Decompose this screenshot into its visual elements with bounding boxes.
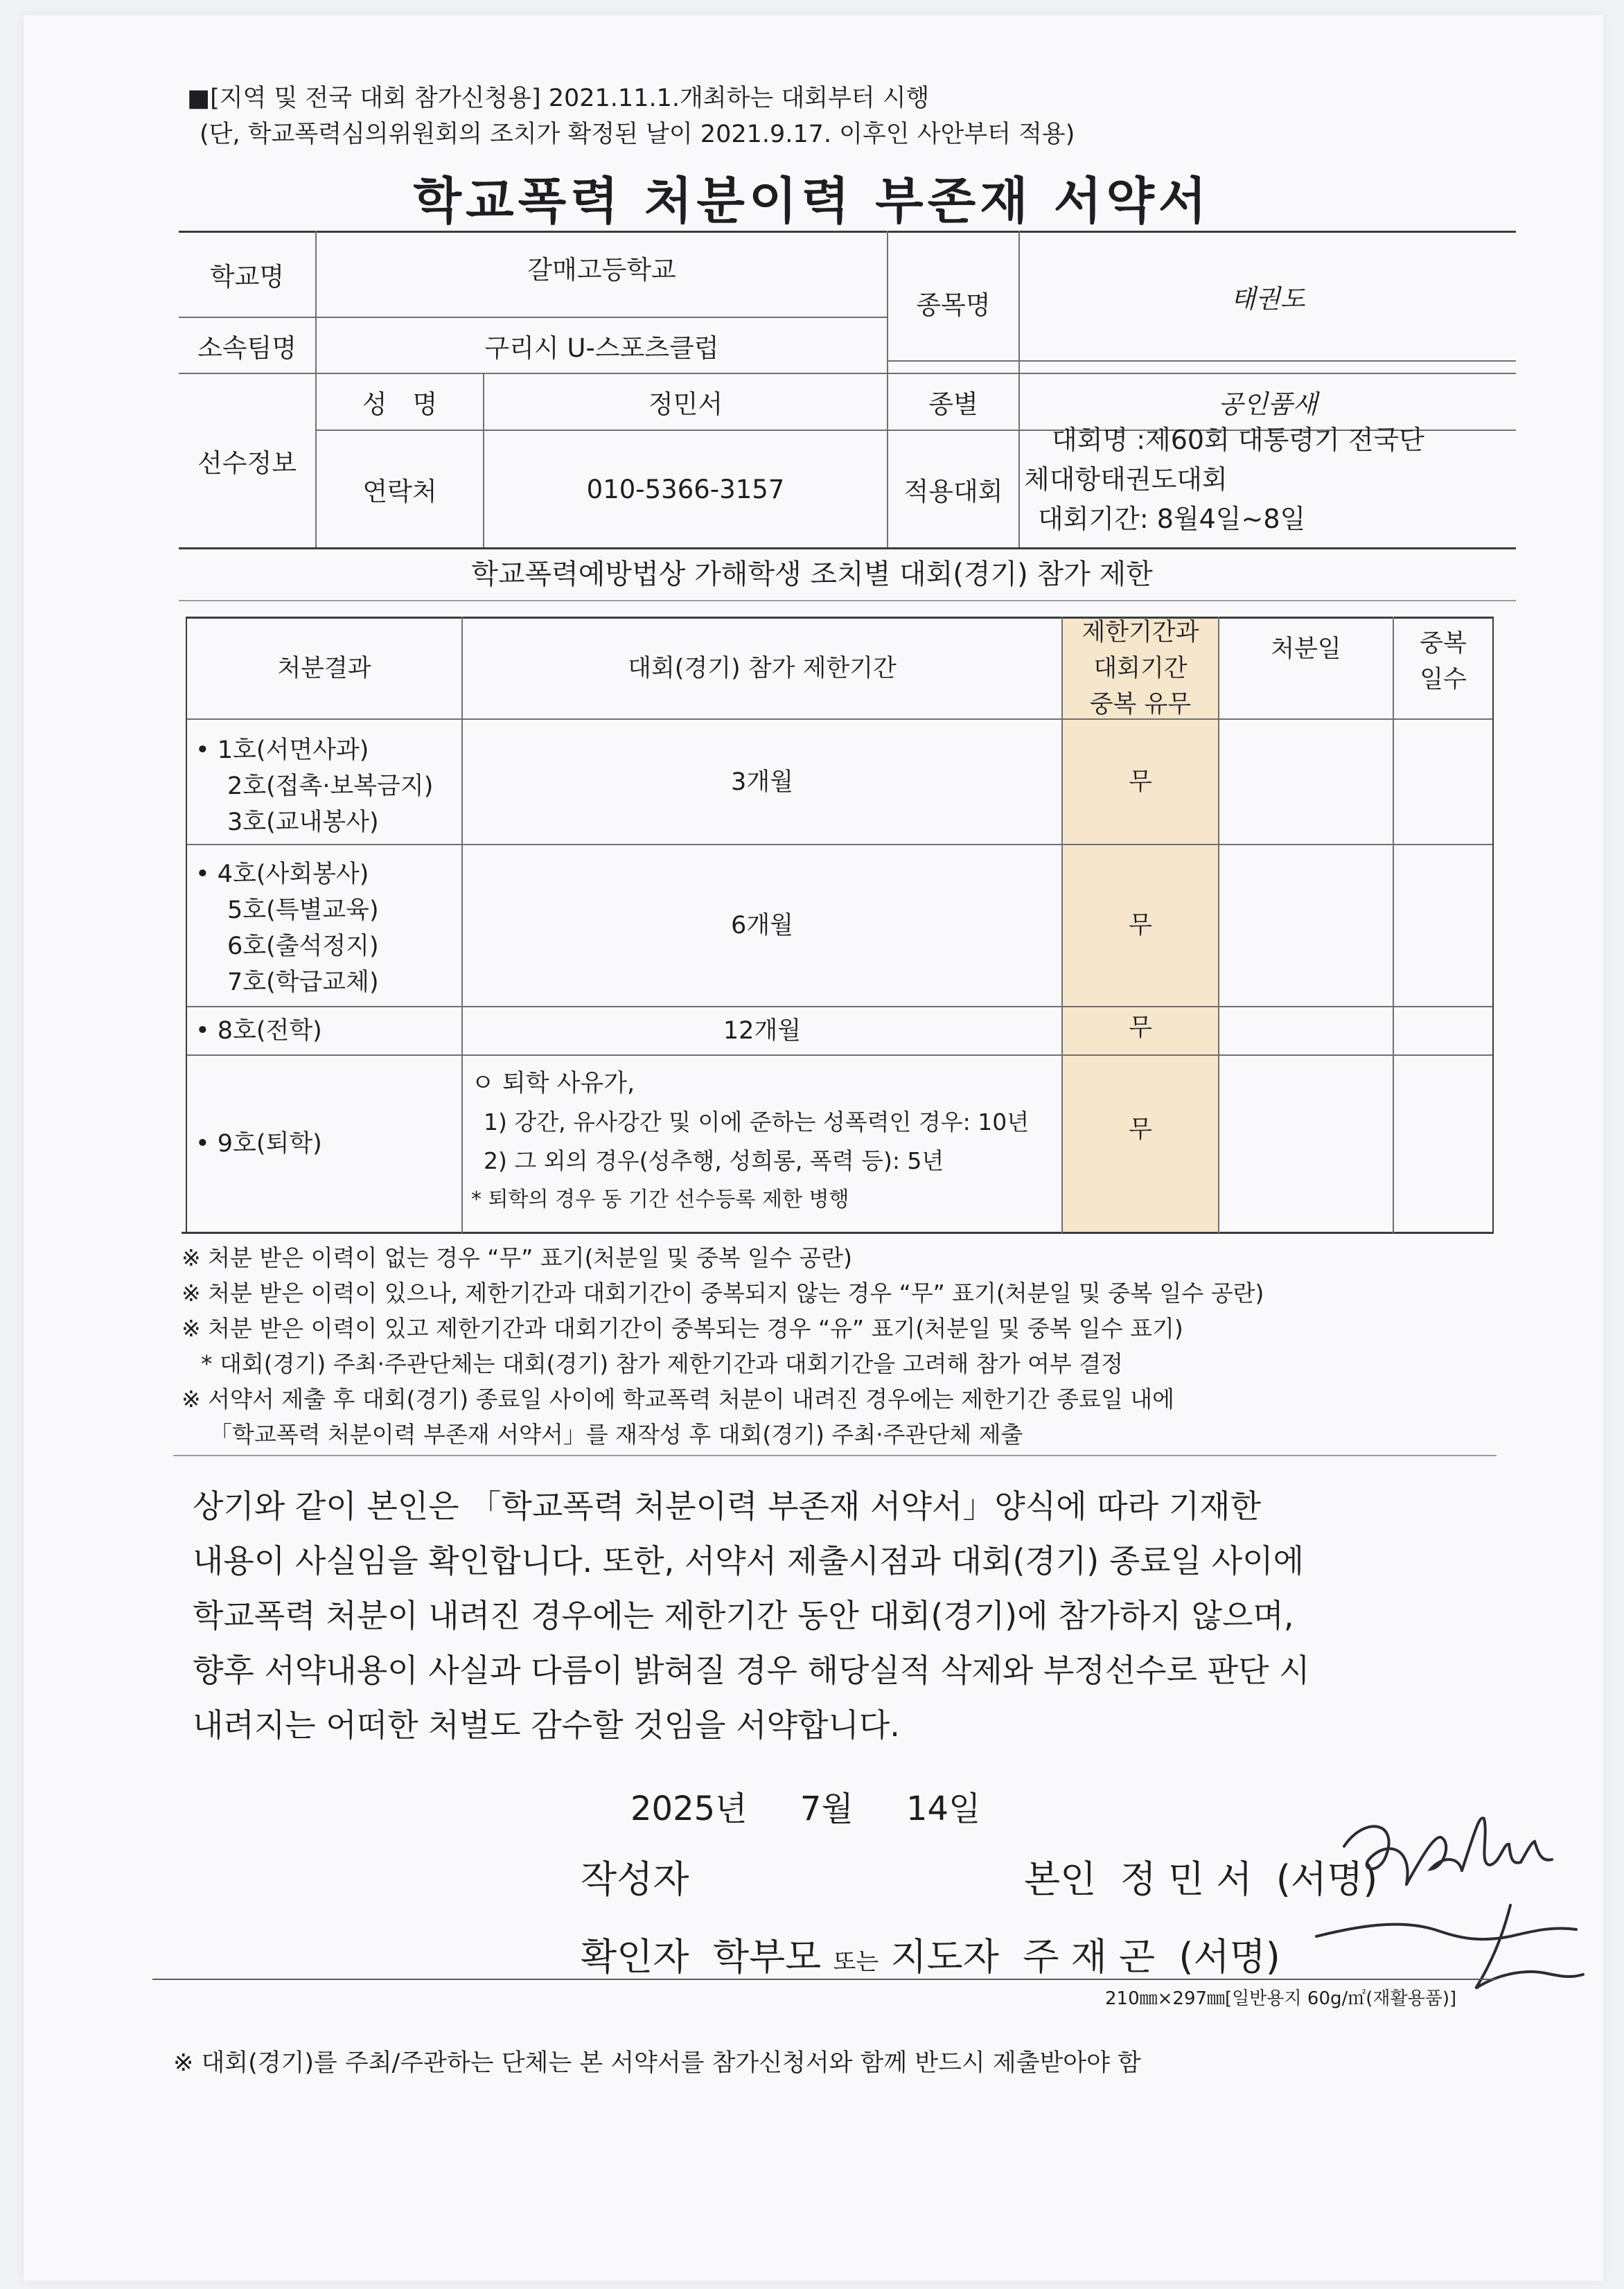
- pledge-line-2: 내용이 사실임을 확인합니다. 또한, 서약서 제출시점과 대회(경기) 종료일 사이에: [193, 1542, 1305, 1580]
- signer-2-name: 주 재 곤: [1023, 1935, 1156, 1979]
- paper-spec: 210㎜×297㎜[일반용지 60g/㎡(재활용품)]: [1105, 1988, 1457, 2009]
- pledge-line-5: 내려지는 어떠한 처벌도 감수할 것임을 서약합니다.: [193, 1706, 900, 1744]
- sport-value: 태권도: [1230, 283, 1305, 314]
- pledge-line-4: 향후 서약내용이 사실과 다름이 밝혀질 경우 해당실적 삭제와 부정선수로 판단 시: [193, 1652, 1310, 1689]
- notes-block: [182, 1240, 1264, 1452]
- signer-1-sign: (서명): [1276, 1857, 1378, 1901]
- row-3-result: • 8호(전학): [195, 1017, 322, 1045]
- handwritten-signature: [1303, 1787, 1594, 2016]
- contact-label: 연락처: [362, 477, 437, 506]
- row-2-result: [195, 856, 379, 1000]
- team-value: 구리시 U-스포츠클럽: [484, 333, 719, 363]
- row-2-item-3: 6호(출석정지): [227, 933, 379, 960]
- name-label: 성 명: [362, 389, 438, 419]
- signer-2-or: 또는: [833, 1948, 879, 1976]
- signer-2-sign: (서명): [1179, 1935, 1280, 1979]
- competition-value: [1024, 421, 1517, 539]
- row-4-period-line-4: * 퇴학의 경우 동 기간 선수등록 제한 병행: [471, 1187, 849, 1212]
- competition-name-line-1: 대회명 :제60회 대통령기 전국단: [1052, 425, 1424, 455]
- signer-2-label-b: 지도자: [890, 1935, 999, 1979]
- notice-line-2: (단, 학교폭력심의위원회의 조치가 확정된 날이 2021.9.17. 이후인 사안부터 적용): [200, 121, 1075, 148]
- header-date: 처분일: [1271, 635, 1341, 663]
- header-days-line-1: 중복: [1420, 629, 1467, 657]
- pledge-line-1: 상기와 같이 본인은 「학교폭력 처분이력 부존재 서약서」양식에 따라 기재한: [193, 1487, 1262, 1525]
- note-3: ※ 처분 받은 이력이 있고 제한기간과 대회기간이 중복되는 경우 “유” 표기(처분일 및 중복 일수 표기): [182, 1315, 1183, 1342]
- signing-date: 2025년 7월 14일: [630, 1789, 981, 1828]
- signer-2-row: [581, 1927, 1280, 1981]
- signer-1-name: 정 민 서: [1120, 1857, 1253, 1901]
- note-5: ※ 서약서 제출 후 대회(경기) 종료일 사이에 학교폭력 처분이 내려진 경우에는 제한기간 종료일 내에: [182, 1386, 1175, 1413]
- row-3-period: 12개월: [723, 1017, 802, 1045]
- header-days-line-2: 일수: [1420, 665, 1467, 693]
- row-2-item-1: • 4호(사회봉사): [195, 860, 369, 888]
- row-4-overlap: 무: [1129, 1116, 1152, 1144]
- row-3-overlap: 무: [1129, 1014, 1152, 1042]
- row-1-item-2: 2호(접촉·보복금지): [227, 772, 434, 800]
- school-label: 학교명: [209, 262, 285, 292]
- signer-1-label: 본인: [1024, 1857, 1097, 1901]
- row-4-period-line-1: ㅇ 퇴학 사유가,: [471, 1070, 635, 1097]
- signer-2-role: 확인자: [581, 1935, 689, 1979]
- school-value: 갈매고등학교: [527, 255, 676, 285]
- header-period: 대회(경기) 참가 제한기간: [628, 654, 897, 682]
- competition-period: 대회기간: 8월4일~8일: [1038, 504, 1306, 534]
- section-title: 학교폭력예방법상 가해학생 조치별 대회(경기) 참가 제한: [471, 558, 1153, 590]
- row-4-result: • 9호(퇴학): [195, 1130, 322, 1158]
- row-4-period: [471, 1064, 1060, 1219]
- event-value: 공인품새: [1218, 389, 1318, 419]
- header-overlap-line-3: 중복 유무: [1089, 690, 1192, 718]
- header-overlap: [1063, 618, 1218, 718]
- competition-name-line-2: 체대항태권도대회: [1024, 464, 1228, 495]
- footer-note: ※ 대회(경기)를 주최/주관하는 단체는 본 서약서를 참가신청서와 함께 반드시 제출받아야 함: [173, 2049, 1141, 2077]
- note-2: ※ 처분 받은 이력이 있으나, 제한기간과 대회기간이 중복되지 않는 경우 “무” 표기(처분일 및 중복 일수 공란): [182, 1280, 1264, 1307]
- row-4-period-line-2: 1) 강간, 유사강간 및 이에 준하는 성폭력인 경우: 10년: [484, 1108, 1030, 1135]
- note-1: ※ 처분 받은 이력이 없는 경우 “무” 표기(처분일 및 중복 일수 공란): [182, 1244, 853, 1271]
- notice-line-1: ■[지역 및 전국 대회 참가신청용] 2021.11.1.개최하는 대회부터 시행: [187, 85, 930, 112]
- row-1-result: [195, 732, 433, 840]
- team-label: 소속팀명: [197, 333, 297, 363]
- signer-1-row: [581, 1850, 689, 1903]
- row-1-item-1: • 1호(서면사과): [195, 736, 369, 764]
- pledge-paragraph: [193, 1479, 1481, 1753]
- document-title: 학교폭력 처분이력 부존재 서약서: [413, 172, 1211, 230]
- row-2-item-4: 7호(학급교체): [227, 969, 379, 996]
- player-info-label: 선수정보: [197, 448, 297, 478]
- row-2-overlap: 무: [1129, 912, 1152, 939]
- row-1-overlap: 무: [1129, 768, 1152, 796]
- signer-1-role: 작성자: [581, 1857, 689, 1901]
- header-days: [1394, 618, 1492, 705]
- sport-label: 종목명: [916, 290, 991, 320]
- header-result: 처분결과: [277, 654, 371, 682]
- competition-label: 적용대회: [903, 477, 1003, 506]
- header-overlap-line-1: 제한기간과: [1082, 618, 1199, 646]
- row-2-period: 6개월: [731, 912, 793, 939]
- pledge-line-3: 학교폭력 처분이 내려진 경우에는 제한기간 동안 대회(경기)에 참가하지 않으며,: [193, 1597, 1294, 1634]
- row-2-item-2: 5호(특별교육): [227, 896, 379, 924]
- notice-block: [187, 80, 1075, 152]
- contact-value: 010-5366-3157: [586, 474, 785, 504]
- row-1-item-3: 3호(교내봉사): [227, 808, 379, 836]
- row-4-period-line-3: 2) 그 외의 경우(성추행, 성희롱, 폭력 등): 5년: [484, 1147, 944, 1174]
- header-overlap-line-2: 대회기간: [1093, 654, 1188, 682]
- event-label: 종별: [928, 389, 978, 419]
- name-value: 정민서: [648, 389, 723, 419]
- note-4: * 대회(경기) 주최·주관단체는 대회(경기) 참가 제한기간과 대회기간을 고려해 참가 여부 결정: [201, 1350, 1123, 1377]
- signer-2-label-a: 학부모: [712, 1935, 822, 1979]
- note-6: 「학교폭력 처분이력 부존재 서약서」를 재작성 후 대회(경기) 주최·주관단체 제출: [209, 1421, 1023, 1448]
- row-1-period: 3개월: [731, 768, 793, 796]
